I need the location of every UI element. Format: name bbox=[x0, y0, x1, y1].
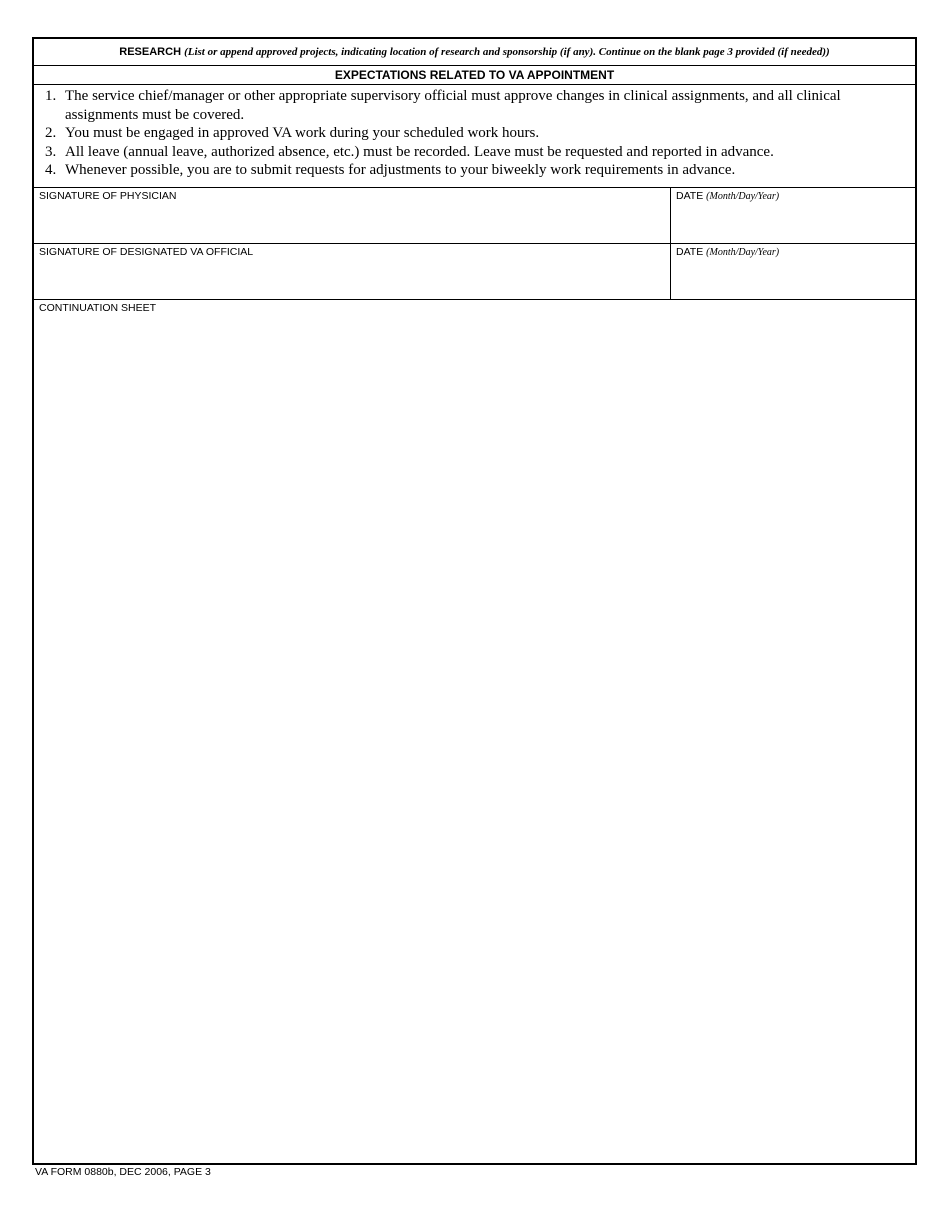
official-signature-label: SIGNATURE OF DESIGNATED VA OFFICIAL bbox=[39, 246, 254, 258]
official-signature-row bbox=[34, 244, 915, 300]
official-date-field[interactable] bbox=[671, 244, 915, 299]
list-item-text: Whenever possible, you are to submit requests for adjustments to your biweekly work requirements in advance. bbox=[65, 162, 736, 178]
list-item bbox=[45, 161, 875, 180]
list-item bbox=[45, 124, 875, 143]
physician-signature-label: SIGNATURE OF PHYSICIAN bbox=[39, 190, 177, 202]
form-footer: VA FORM 0880b, DEC 2006, PAGE 3 bbox=[35, 1166, 211, 1178]
research-instruction: (List or append approved projects, indicating location of research and sponsorship (if any). Continue on the blank page 3 provided (if needed)) bbox=[184, 46, 830, 58]
research-header bbox=[34, 39, 915, 66]
list-item-number: 4. bbox=[45, 162, 57, 178]
official-date-label bbox=[676, 246, 779, 259]
expectations-list bbox=[34, 85, 915, 188]
list-item-number: 2. bbox=[45, 125, 57, 141]
list-item-text: The service chief/manager or other appropriate supervisory official must approve changes in clinical assignments, and all clinical assignments must be covered. bbox=[65, 88, 841, 123]
va-form-page bbox=[32, 37, 917, 1165]
list-item bbox=[45, 143, 875, 162]
research-label: RESEARCH bbox=[119, 46, 182, 58]
physician-date-field[interactable] bbox=[671, 188, 915, 243]
date-format-hint: (Month/Day/Year) bbox=[706, 191, 780, 202]
official-signature-field[interactable] bbox=[34, 244, 671, 299]
expectations-title: EXPECTATIONS RELATED TO VA APPOINTMENT bbox=[34, 66, 915, 85]
list-item-text: You must be engaged in approved VA work during your scheduled work hours. bbox=[65, 125, 540, 141]
list-item-number: 3. bbox=[45, 143, 57, 160]
date-format-hint: (Month/Day/Year) bbox=[706, 247, 780, 258]
list-item bbox=[45, 87, 875, 124]
date-label-text: DATE bbox=[676, 246, 704, 258]
physician-signature-field[interactable] bbox=[34, 188, 671, 243]
continuation-sheet-label: CONTINUATION SHEET bbox=[39, 302, 157, 314]
continuation-sheet-field[interactable] bbox=[34, 300, 915, 1163]
list-item-text: All leave (annual leave, authorized absence, etc.) must be recorded. Leave must be requested and reported in advance. bbox=[65, 143, 774, 160]
list-item-number: 1. bbox=[45, 88, 57, 104]
physician-signature-row bbox=[34, 188, 915, 244]
date-label-text: DATE bbox=[676, 190, 704, 202]
physician-date-label bbox=[676, 190, 779, 203]
